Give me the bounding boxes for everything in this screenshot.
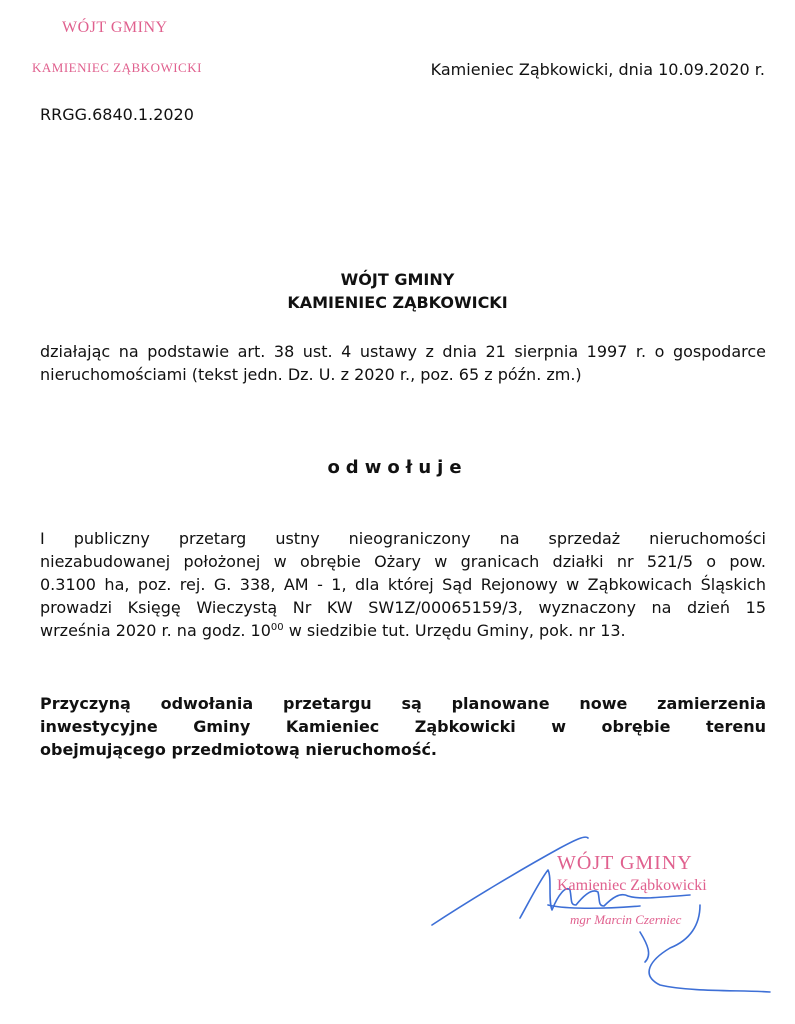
body-line: 0.3100 ha, poz. rej. G. 338, AM - 1, dla której Sąd Rejonowy w Ząbkowicach Śląskich	[40, 575, 766, 594]
reference-number: RRGG.6840.1.2020	[40, 105, 194, 124]
legal-basis-line: działając na podstawie art. 38 ust. 4 ustawy z dnia 21 sierpnia 1997 r. o gospodarce	[40, 342, 766, 361]
action-heading: odwołuje	[327, 457, 468, 478]
reason-line: inwestycyjne Gminy Kamieniec Ząbkowicki w obrębie terenu	[40, 717, 766, 736]
legal-basis-line: nieruchomościami (tekst jedn. Dz. U. z 2020 r., poz. 65 z późn. zm.)	[40, 365, 582, 384]
signature-stamp-line1: WÓJT GMINY	[557, 852, 693, 874]
body-line: I publiczny przetarg ustny nieograniczony na sprzedaż nieruchomości	[40, 529, 766, 548]
reason-line: obejmującego przedmiotową nieruchomość.	[40, 740, 437, 759]
place-date: Kamieniec Ząbkowicki, dnia 10.09.2020 r.	[430, 60, 765, 79]
hour-minutes-superscript: 00	[270, 622, 284, 633]
body-last-line-after: w siedzibie tut. Urzędu Gminy, pok. nr 13.	[283, 621, 626, 640]
stamp-header-line1: WÓJT GMINY	[62, 19, 168, 36]
signature-stamp-line2: Kamieniec Ząbkowicki	[557, 877, 707, 894]
reason-line: Przyczyną odwołania przetargu są planowane nowe zamierzenia	[40, 694, 766, 713]
body-line: prowadzi Księgę Wieczystą Nr KW SW1Z/00065159/3, wyznaczony na dzień 15	[40, 598, 766, 617]
body-last-line-before: września 2020 r. na godz. 10	[40, 621, 271, 640]
body-line: niezabudowanej położonej w obrębie Ożary w granicach działki nr 521/5 o pow.	[40, 552, 766, 571]
title-line2: KAMIENIEC ZĄBKOWICKI	[287, 293, 508, 312]
title-line1: WÓJT GMINY	[340, 270, 455, 289]
signature-stamp-name: mgr Marcin Czerniec	[570, 912, 682, 927]
stamp-header-line2: KAMIENIEC ZĄBKOWICKI	[32, 60, 202, 75]
